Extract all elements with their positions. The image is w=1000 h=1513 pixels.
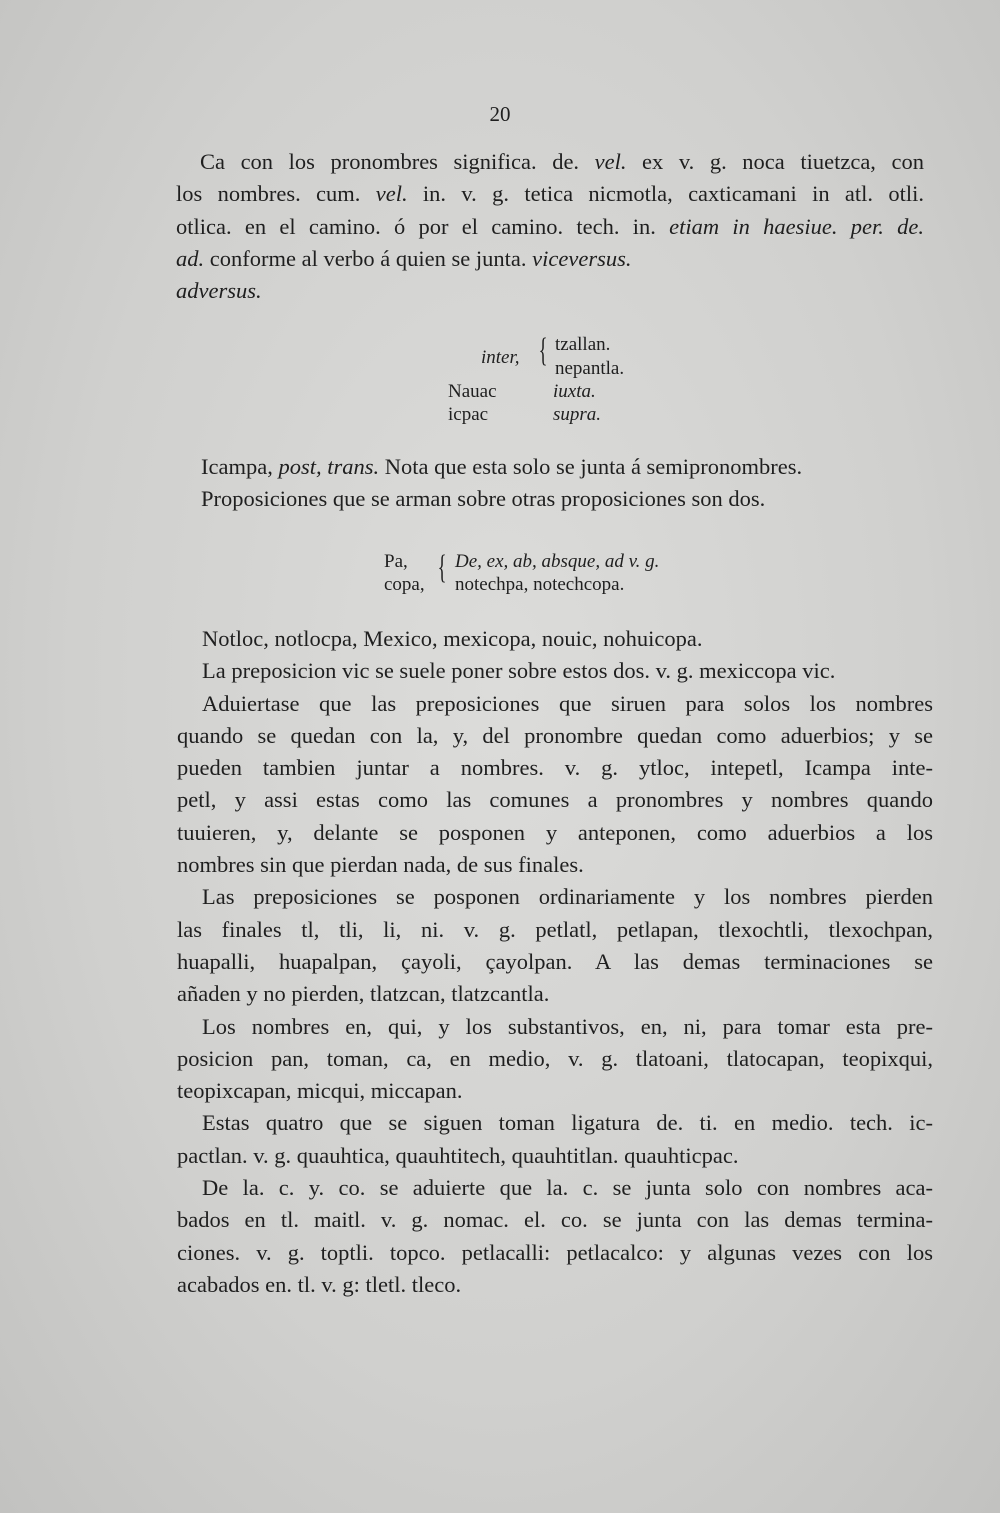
page-number: 20 — [489, 102, 511, 126]
label-inter: inter, — [481, 347, 520, 368]
text-line: Notloc, notlocpa, Mexico, mexicopa, nouic, nohuicopa. — [202, 626, 703, 651]
text-line: posicion pan, toman, ca, en medio, v. g. tlatoani, tlatocapan, teopixqui, — [177, 1045, 933, 1071]
text-line: Los nombres en, qui, y los substantivos, en, ni, para tomar esta pre- — [202, 1013, 933, 1039]
text-line: nombres sin que pierdan nada, de sus finales. — [177, 852, 584, 878]
word-iuxta: iuxta. — [553, 381, 596, 402]
text-line: La preposicion vic se suele poner sobre estos dos. v. g. mexiccopa vic. — [202, 658, 836, 684]
text-line: los nombres. cum. vel. in. v. g. tetica nicmotla, caxticamani in atl. otli. — [176, 181, 924, 207]
text-line: adversus. — [176, 278, 262, 304]
text-line: pueden tambien juntar a nombres. v. g. ytloc, intepetl, Icampa inte- — [177, 755, 933, 781]
word-de-ex: De, ex, ab, absque, ad v. g. — [455, 551, 660, 572]
text-line: las finales tl, tli, li, ni. v. g. petlatl, petlapan, tlexochtli, tlexochpan, — [177, 916, 933, 942]
word-notechpa: notechpa, notechcopa. — [455, 574, 625, 595]
text-line: teopixcapan, micqui, miccapan. — [177, 1078, 463, 1104]
text-line: Icampa, post, trans. Nota que esta solo se junta á semipronombres. — [201, 454, 803, 479]
word-nepantla: nepantla. — [555, 358, 625, 379]
text-line: Aduiertase que las preposiciones que siruen para solos los nombres — [202, 690, 933, 716]
word-pa: Pa, — [384, 551, 408, 572]
word-tzallan: tzallan. — [555, 334, 611, 355]
text-line: ciones. v. g. toptli. topco. petlacalli: petlacalco: y algunas vezes con los — [177, 1239, 933, 1265]
body-text — [177, 623, 933, 1301]
text-line: Ca con los pronombres significa. de. vel. ex v. g. noca tiuetzca, con — [200, 149, 924, 174]
paragraph-icampa — [201, 451, 802, 516]
text-line: Las preposiciones se posponen ordinariamente y los nombres pierden — [202, 884, 933, 910]
brace-icon: { — [538, 332, 548, 369]
text-line: huapalli, huapalpan, çayoli, çayolpan. A las demas terminaciones se — [177, 948, 933, 974]
text-line: bados en tl. maitl. v. g. nomac. el. co. se junta con las demas termina- — [177, 1207, 933, 1233]
text-line: acabados en. tl. v. g: tletl. tleco. — [177, 1271, 462, 1297]
text-line: pactlan. v. g. quauhtica, quauhtitech, quauhtitlan. quauhticpac. — [177, 1142, 739, 1168]
paragraph-ca-con — [176, 146, 924, 307]
text-line: otlica. en el camino. ó por el camino. tech. in. etiam in haesiue. per. de. — [176, 213, 924, 239]
text-line: petl, y assi estas como las comunes a pronombres y nombres quando — [177, 787, 933, 813]
text-line: De la. c. y. co. se aduierte que la. c. se junta solo con nombres aca- — [202, 1175, 933, 1201]
word-copa: copa, — [384, 574, 425, 595]
brace-icon: { — [437, 549, 447, 586]
text-line: tuuieren, y, delante se posponen y anteponen, como aduerbios a los — [177, 819, 933, 845]
word-supra: supra. — [553, 404, 602, 425]
text-line: ad. conforme al verbo á quien se junta. viceversus. — [176, 245, 632, 271]
text-line: Proposiciones que se arman sobre otras proposiciones son dos. — [201, 486, 766, 512]
word-icpac: icpac — [448, 404, 489, 425]
word-nauac: Nauac — [448, 381, 497, 402]
text-line: Estas quatro que se siguen toman ligatura de. ti. en medio. tech. ic- — [202, 1110, 933, 1136]
text-line: quando se quedan con la, y, del pronombre quedan como aduerbios; y se — [177, 722, 933, 748]
text-line: añaden y no pierden, tlatzcan, tlatzcantla. — [177, 981, 550, 1007]
